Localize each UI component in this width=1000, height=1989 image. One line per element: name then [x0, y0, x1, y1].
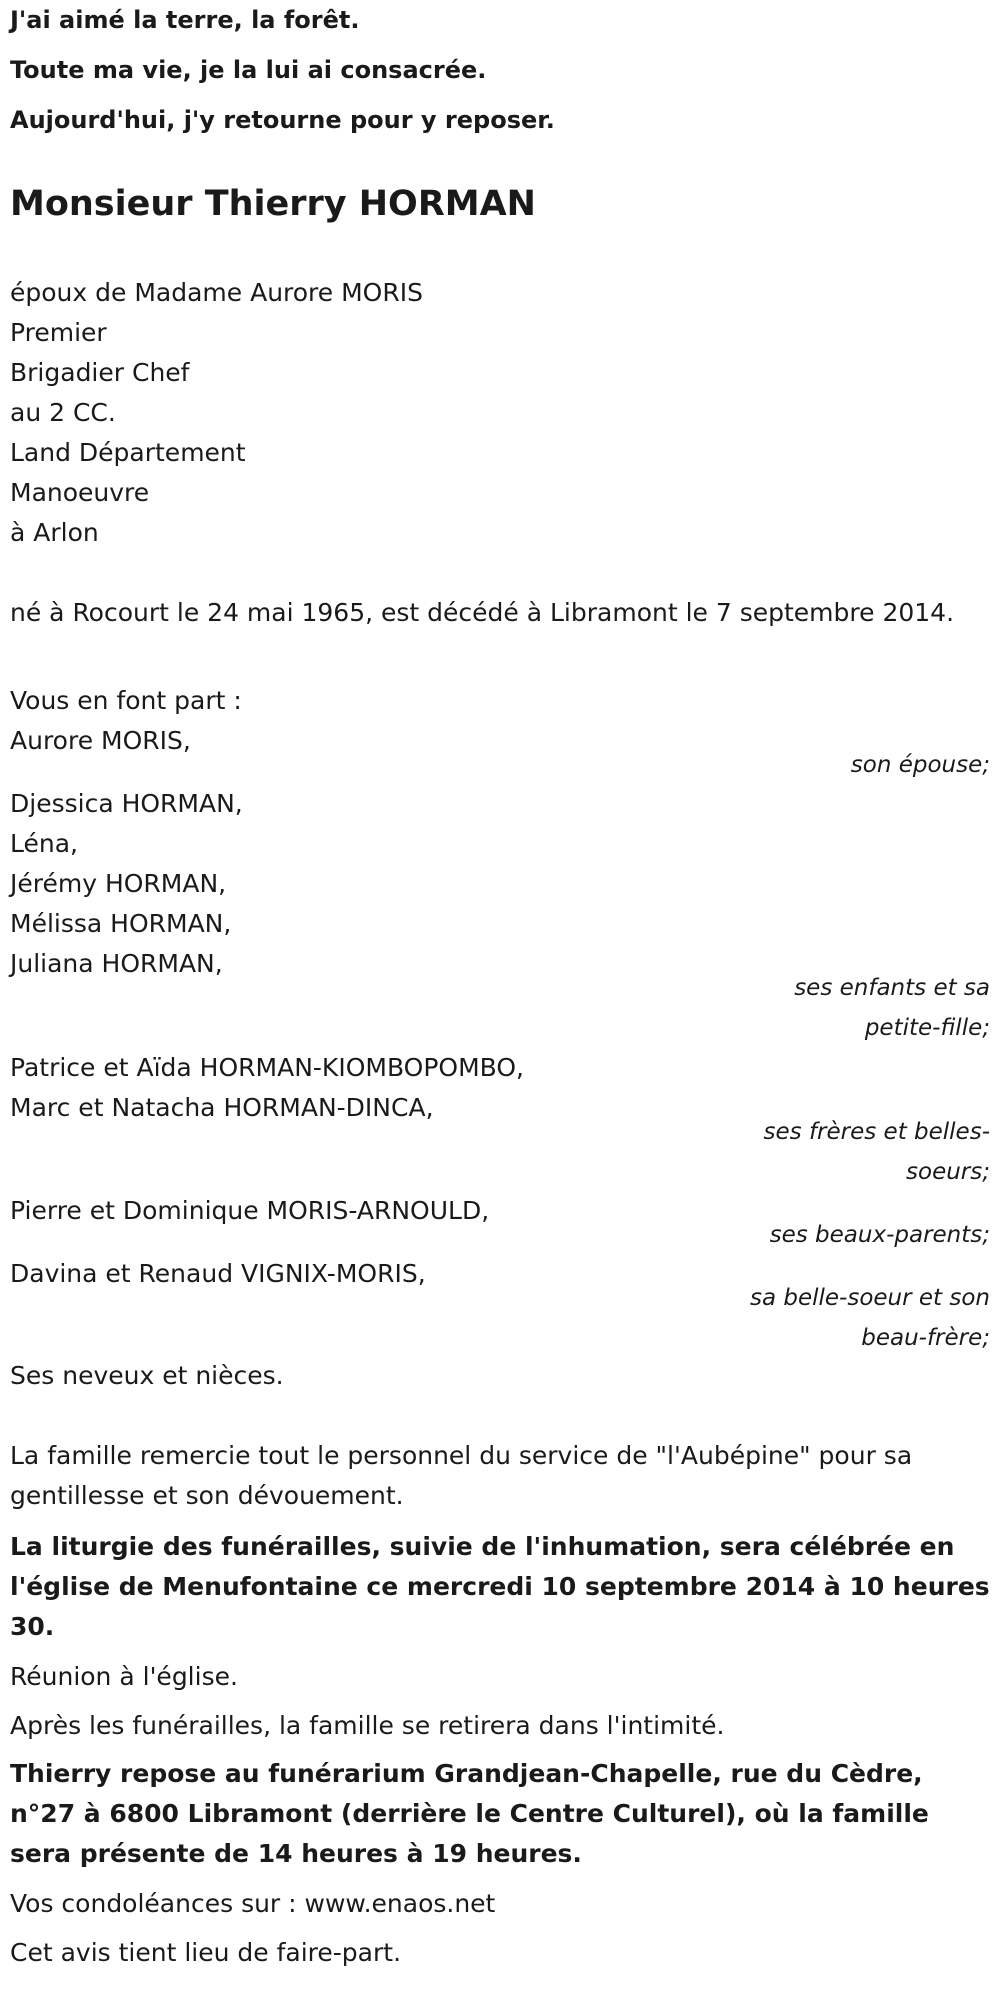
liturgy-text: La liturgie des funérailles, suivie de l'inhumation, sera célébrée en l'église de Menufontaine ce mercredi 10 septembre 2014 à 10 heures 30. — [10, 1532, 990, 1641]
unit-line: au 2 CC. — [10, 398, 116, 427]
place-line: à Arlon — [10, 518, 99, 547]
quote-line-1: J'ai aimé la terre, la forêt. — [10, 6, 360, 34]
birth-death-text: né à Rocourt le 24 mai 1965, est décédé à Libramont le 7 septembre 2014. — [10, 598, 955, 627]
family-sister-in-law: Davina et Renaud VIGNIX-MORIS, — [10, 1259, 426, 1288]
rank-line-2: Brigadier Chef — [10, 358, 190, 387]
after-funeral-text: Après les funérailles, la famille se retirera dans l'intimité. — [10, 1711, 725, 1740]
deceased-name: Monsieur Thierry HORMAN — [10, 184, 536, 224]
announce-intro: Vous en font part : — [10, 686, 242, 715]
department-line: Land Département — [10, 438, 246, 467]
funerarium-text: Thierry repose au funérarium Grandjean-Chapelle, rue du Cèdre, n°27 à 6800 Libramont (derrière le Centre Culturel), où la famille sera présente de 14 heures à 19 heures. — [10, 1759, 929, 1868]
family-child: Djessica HORMAN, — [10, 789, 243, 818]
quote-line-2: Toute ma vie, je la lui ai consacrée. — [10, 56, 487, 84]
family-child: Jérémy HORMAN, — [10, 869, 227, 898]
meeting-text: Réunion à l'église. — [10, 1662, 238, 1691]
family-child: Mélissa HORMAN, — [10, 909, 232, 938]
spouse-line: époux de Madame Aurore MORIS — [10, 278, 423, 307]
notice-text: Cet avis tient lieu de faire-part. — [10, 1938, 402, 1967]
rank-line-1: Premier — [10, 318, 107, 347]
condolences-text: Vos condoléances sur : www.enaos.net — [10, 1889, 496, 1918]
family-sibling: Marc et Natacha HORMAN-DINCA, — [10, 1093, 434, 1122]
family-sibling: Patrice et Aïda HORMAN-KIOMBOPOMBO, — [10, 1053, 524, 1082]
relation-siblings: ses frères et belles-soeurs; — [763, 1119, 990, 1185]
family-child: Juliana HORMAN, — [10, 949, 223, 978]
thanks-text: La famille remercie tout le personnel du service de "l'Aubépine" pour sa gentillesse et son dévouement. — [10, 1441, 913, 1510]
family-child: Léna, — [10, 829, 78, 858]
relation-wife: son épouse; — [850, 752, 990, 778]
relation-sister-in-law: sa belle-soeur et son beau-frère; — [749, 1285, 990, 1351]
quote-line-3: Aujourd'hui, j'y retourne pour y reposer. — [10, 106, 555, 134]
family-wife: Aurore MORIS, — [10, 726, 191, 755]
family-nephews: Ses neveux et nièces. — [10, 1361, 284, 1390]
role-line: Manoeuvre — [10, 478, 150, 507]
relation-parents-in-law: ses beaux-parents; — [769, 1222, 990, 1248]
relation-children: ses enfants et sa petite-fille; — [794, 975, 990, 1041]
family-parents-in-law: Pierre et Dominique MORIS-ARNOULD, — [10, 1196, 490, 1225]
